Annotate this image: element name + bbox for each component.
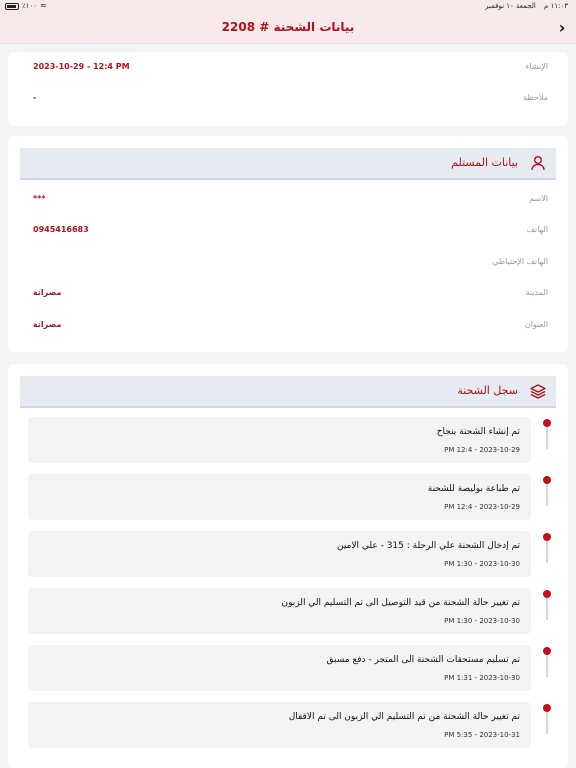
timeline-dot (543, 533, 551, 541)
log-event-text: تم تغيير حالة الشحنة من قيد التوصيل الى تم التسليم الي الزبون (281, 598, 520, 608)
log-event-time: 2023-10-29 - 12:4 PM (444, 503, 520, 511)
timeline-dot (543, 647, 551, 655)
log-event-time: 2023-10-30 - 1:31 PM (444, 674, 520, 682)
timeline-line (546, 484, 548, 506)
layers-icon (530, 383, 546, 399)
status-time: ١١:٠٣ م (544, 2, 568, 10)
timeline-dot (543, 419, 551, 427)
timeline-line (546, 541, 548, 563)
log-title: سجل الشحنة (457, 384, 518, 397)
log-event-text: تم تغيير حالة الشحنة من تم التسليم الي الزبون الى تم الاقفال (288, 712, 520, 722)
backup-phone-label: الهاتف الإحتياطي (492, 257, 548, 266)
recipient-header (20, 148, 556, 180)
created-row (8, 58, 568, 78)
city-label: المدينة (525, 288, 548, 297)
status-bar-right (479, 2, 568, 10)
status-bar (0, 0, 576, 12)
log-header (20, 376, 556, 408)
log-event (28, 588, 531, 634)
address-value: مصراتة (33, 320, 62, 329)
phone-value[interactable]: 0945416683 (33, 225, 89, 234)
timeline-line (546, 598, 548, 620)
city-value: مصراتة (33, 288, 62, 297)
note-label: ملاحظة (523, 93, 548, 102)
backup-phone-row (8, 253, 568, 273)
timeline-line (546, 712, 548, 734)
log-event (28, 702, 531, 748)
log-event (28, 474, 531, 520)
log-event (28, 531, 531, 577)
log-event-time: 2023-10-31 - 5:35 PM (444, 731, 520, 739)
page-title: بيانات الشحنة # 2208 (221, 20, 355, 34)
nav-bar (0, 12, 576, 44)
timeline-line (546, 427, 548, 449)
address-row (8, 316, 568, 336)
person-icon (530, 155, 546, 171)
phone-label: الهاتف (526, 225, 548, 234)
log-event-text: تم إدخال الشحنة علي الرحلة : 315 - علي الامين (337, 541, 520, 551)
shipment-log-card (8, 364, 568, 768)
timeline-line (546, 655, 548, 677)
created-label: الإنشاء (525, 62, 548, 71)
battery-level: ٪١٠٠ (22, 2, 38, 10)
timeline-dot (543, 590, 551, 598)
status-bar-left (5, 2, 47, 10)
timeline-dot (543, 476, 551, 484)
log-event-text: تم تسليم مستحقات الشحنة الى المتجر - دفع مسبق (326, 655, 520, 665)
log-event (28, 417, 531, 463)
city-row (8, 284, 568, 304)
address-label: العنوان (524, 320, 548, 329)
recipient-title: بيانات المستلم (451, 156, 518, 169)
name-value: *** (33, 194, 46, 203)
timeline-dot (543, 704, 551, 712)
battery-icon (5, 3, 19, 10)
status-date: الجمعة ١٠ نوفمبر (485, 2, 536, 10)
log-event-text: تم إنشاء الشحنة بنجاح (436, 427, 520, 437)
log-event-time: 2023-10-30 - 1:30 PM (444, 560, 520, 568)
name-label: الاسم (529, 194, 548, 203)
log-event-time: 2023-10-29 - 12:4 PM (444, 446, 520, 454)
chevron-right-icon[interactable]: › (558, 18, 566, 37)
shipment-info-card (8, 52, 568, 126)
name-row (8, 190, 568, 210)
note-value: - (33, 93, 37, 102)
log-event (28, 645, 531, 691)
log-event-time: 2023-10-30 - 1:30 PM (444, 617, 520, 625)
note-row (8, 89, 568, 109)
wifi-icon: ≈ (40, 1, 47, 10)
phone-row (8, 221, 568, 241)
log-event-text: تم طباعة بوليصة للشحنة (427, 484, 520, 494)
recipient-card (8, 136, 568, 352)
created-value: 2023-10-29 - 12:4 PM (33, 62, 130, 71)
